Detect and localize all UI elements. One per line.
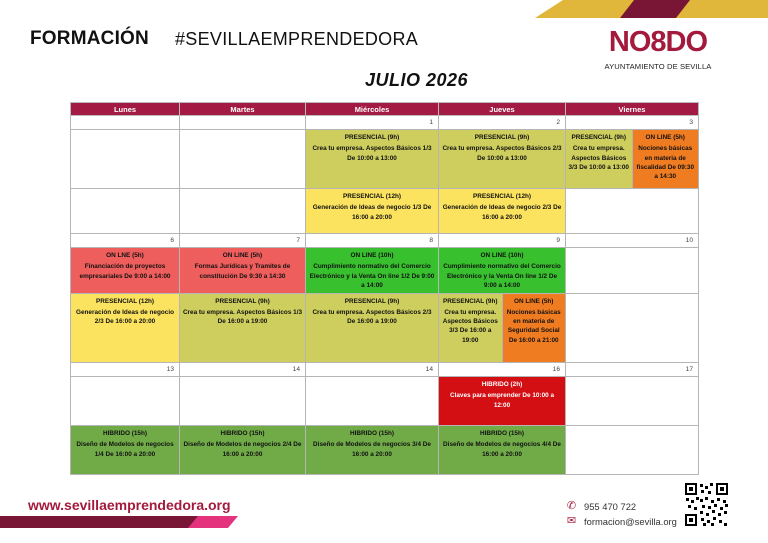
course-desc: Diseño de Modelos de negocios 1/4 De 16:00 a 20:00 (76, 441, 174, 458)
phone-contact[interactable] (565, 501, 636, 512)
phone-number: 955 470 722 (584, 501, 637, 512)
email-address: formacion@sevilla.org (584, 516, 677, 527)
weekday-header: Miércoles (306, 103, 439, 116)
afternoon-row (71, 189, 699, 234)
bottom-maroon-stripe (0, 516, 210, 528)
course-desc: Crea tu empresa. Aspectos Básicos 2/3 De 10:00 a 13:00 (442, 145, 562, 162)
course-desc: Diseño de Modelos de negocios 2/4 De 16:00 a 20:00 (183, 441, 302, 458)
course-desc: Generación de Ideas de negocio 2/3 De 16:00 a 20:00 (75, 309, 175, 326)
course-cell[interactable] (566, 130, 632, 188)
logo-word: NO8DO (608, 26, 708, 58)
course-cell[interactable] (180, 293, 306, 362)
weekday-header: Jueves (439, 103, 566, 116)
course-cell[interactable] (71, 426, 180, 475)
email-contact[interactable] (565, 516, 677, 527)
course-cell[interactable] (632, 130, 699, 188)
course-desc: Nociones básicas en materia de Seguridad Social De 16:00 a 21:00 (506, 309, 561, 344)
empty-cell (566, 189, 699, 234)
course-title: PRESENCIAL (9h) (344, 297, 400, 305)
course-desc: Generación de Ideas de negocio 2/3 De 16:00 a 20:00 (442, 204, 562, 221)
empty-cell (180, 189, 306, 234)
day-number: 7 (180, 234, 306, 248)
course-cell[interactable] (180, 426, 306, 475)
course-cell[interactable] (306, 293, 439, 362)
course-desc: Cumplimiento normativo del Comercio Electrónico y la Venta On line 1/2 De 9:00 a 14:00 (443, 263, 561, 289)
course-desc: Formas Jurídicas y Tramites de constitución De 9:30 a 14:30 (194, 263, 291, 280)
weekday-header: Lunes (71, 103, 180, 116)
course-desc: Crea tu empresa. Aspectos Básicos 1/3 De 10:00 a 13:00 (312, 145, 432, 162)
course-cell[interactable] (439, 294, 502, 362)
qr-code-icon (684, 482, 729, 527)
day-number-row (71, 363, 699, 377)
day-number (180, 116, 306, 130)
morning-row (71, 130, 699, 189)
course-cell[interactable] (71, 248, 180, 294)
course-desc: Diseño de Modelos de negocios 4/4 De 16:00 a 20:00 (443, 441, 561, 458)
course-desc: Crea tu empresa. Aspectos Básicos 3/3 De 16:00 a 19:00 (442, 309, 498, 344)
course-title: HIBRIDO (15h) (220, 430, 265, 438)
website-link[interactable]: www.sevillaemprendedora.org (28, 497, 231, 513)
empty-cell (566, 248, 699, 294)
course-desc: Crea tu empresa. Aspectos Básicos 3/3 De 10:00 a 13:00 (568, 145, 629, 171)
header-title: FORMACIÓN (30, 28, 149, 49)
course-desc: Diseño de Modelos de negocios 3/4 De 16:00 a 20:00 (313, 441, 431, 458)
course-desc: Claves para emprender De 10:00 a 12:00 (449, 392, 555, 409)
weekday-header: Martes (180, 103, 306, 116)
day-number: 17 (566, 363, 699, 377)
course-title: PRESENCIAL (12h) (95, 297, 155, 305)
course-cell[interactable] (306, 248, 439, 294)
morning-row (71, 248, 699, 294)
day-number: 2 (439, 116, 566, 130)
weekday-header-row (71, 103, 699, 116)
course-title: HIBRIDO (15h) (479, 430, 525, 438)
empty-cell (180, 130, 306, 189)
course-cell[interactable] (306, 189, 439, 234)
sevilla-logo (604, 28, 712, 76)
email-icon: ✉ (566, 515, 577, 527)
empty-cell (71, 130, 180, 189)
header-hashtag: #SEVILLAEMPRENDEDORA (175, 29, 419, 49)
course-title: PRESENCIAL (9h) (344, 134, 400, 142)
course-desc: Nociones básicas en materia de fiscalidad De 09:30 a 14:30 (636, 145, 695, 181)
course-cell[interactable] (502, 294, 566, 362)
course-desc: Financiación de proyectos empresariales De 9:00 a 14:00 (79, 263, 171, 280)
course-title: ON LINE (5h) (645, 134, 685, 142)
day-number: 6 (71, 234, 180, 248)
phone-icon: ✆ (566, 500, 577, 512)
course-cell[interactable] (180, 248, 306, 294)
day-number: 3 (566, 116, 699, 130)
course-title: PRESENCIAL (12h) (342, 193, 402, 201)
day-number: 14 (180, 363, 306, 377)
empty-cell (566, 377, 699, 426)
month-title: JULIO 2026 (365, 70, 469, 90)
empty-cell (71, 189, 180, 234)
weekday-header: Viernes (566, 103, 699, 116)
course-title: HIBRIDO (15h) (102, 430, 148, 438)
course-title: PRESENCIAL (9h) (474, 134, 530, 142)
calendar-table (70, 102, 699, 475)
course-cell[interactable] (306, 426, 439, 475)
course-title: HIBRIDO (15h) (349, 430, 395, 438)
morning-row (71, 377, 699, 426)
course-title: PRESENCIAL (9h) (571, 134, 627, 142)
day-number: 16 (439, 363, 566, 377)
course-desc: Generación de Ideas de negocio 1/3 De 16:00 a 20:00 (312, 204, 432, 221)
course-desc: Crea tu empresa. Aspectos Básicos 1/3 De 16:00 a 19:00 (182, 309, 303, 326)
day-number: 14 (306, 363, 439, 377)
course-title: PRESENCIAL (9h) (442, 297, 498, 305)
logo-subtitle: AYUNTAMIENTO DE SEVILLA (604, 62, 712, 71)
day-number (71, 116, 180, 130)
course-cell[interactable] (439, 189, 566, 234)
day-number: 8 (306, 234, 439, 248)
course-title: PRESENCIAL (9h) (215, 297, 270, 305)
course-title: ON LINE (10h) (480, 252, 524, 260)
course-cell[interactable] (439, 426, 566, 475)
course-title: ON LINE (5h) (222, 252, 263, 260)
afternoon-row (71, 426, 699, 475)
split-course-cell (566, 130, 699, 189)
course-title: PRESENCIAL (12h) (472, 193, 532, 201)
day-number-row (71, 234, 699, 248)
day-number: 10 (566, 234, 699, 248)
course-cell[interactable] (306, 130, 439, 189)
empty-cell (566, 426, 699, 475)
course-title: ON LNE (5h) (106, 252, 144, 260)
course-title: HIBRIDO (2h) (481, 381, 523, 389)
empty-cell (566, 293, 699, 362)
course-cell[interactable] (439, 377, 566, 426)
split-course-cell (439, 293, 566, 362)
empty-cell (180, 377, 306, 426)
empty-cell (306, 377, 439, 426)
course-title: ON LINE (10h) (350, 252, 394, 260)
course-title: ON LINE (5h) (514, 297, 554, 305)
day-number: 13 (71, 363, 180, 377)
day-number: 1 (306, 116, 439, 130)
empty-cell (71, 377, 180, 426)
course-cell[interactable] (439, 130, 566, 189)
day-number: 9 (439, 234, 566, 248)
course-cell[interactable] (439, 248, 566, 294)
day-number-row (71, 116, 699, 130)
afternoon-row (71, 293, 699, 362)
course-desc: Crea tu empresa. Aspectos Básicos 2/3 De 16:00 a 19:00 (312, 309, 432, 326)
course-desc: Cumplimiento normativo del Comercio Electrónico y la Venta On line 1/2 De 9:00 a 14:00 (309, 263, 435, 289)
course-cell[interactable] (71, 293, 180, 362)
